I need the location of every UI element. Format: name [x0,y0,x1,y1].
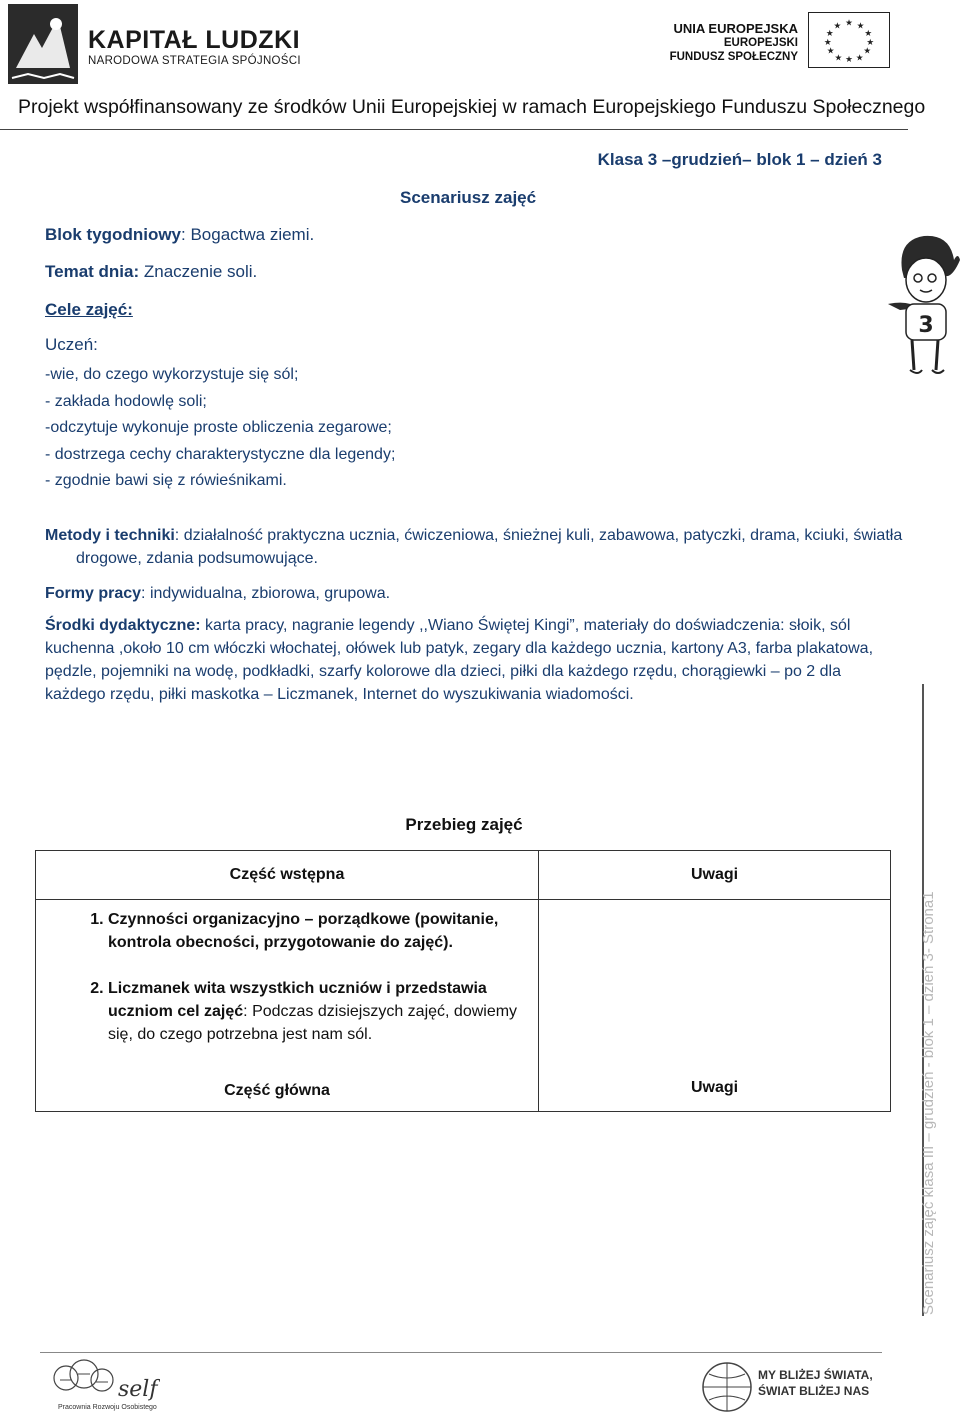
ue-line-2: EUROPEJSKI [723,37,798,49]
table-row [36,851,891,900]
self-caption: Pracownia Rozwoju Osobistego [58,1404,157,1411]
slogan [758,1367,873,1399]
methods-paragraph [45,524,916,570]
intro-heading-cell: Część wstępna [36,851,539,900]
lesson-course-heading: Przebieg zajęć [405,815,523,834]
lesson-table [35,850,891,1112]
step-2-bold: Liczmanek wita wszystkich uczniów i przedstawia uczniom cel zajęć [108,980,487,1020]
list-item: -odczytuje wykonuje proste obliczenia zegarowe; [45,419,392,436]
forms-value: : indywidualna, zbiorowa, grupowa. [141,585,391,602]
svg-text:★: ★ [855,53,864,64]
weekly-block-value: : Bogactwa ziemi. [181,225,315,244]
notes-cell [539,900,891,1112]
svg-text:★: ★ [826,46,835,57]
resources-value: karta pracy, nagranie legendy ,,Wiano Świętej Kingi”, materiały do doświadczenia: słoik, sól kuchenna ,około 10 cm włóczki włochatej, ołówek lub patyk, zegary dla każdego ucznia, kartony A3, farba plakatowa, pędzle, pojemniki na wodę, podkładki, szarfy kolorowe dla dzieci, piłki dla każdego rzędu, chorągiewki – po 2 dla każdego rzędu, piłki maskotka – Liczmanek, Internet do wyszukiwania wiadomości. [45,617,874,703]
scenario-title: Scenariusz zajęć [400,188,537,207]
svg-text:★: ★ [864,29,873,40]
list-item [108,977,518,1046]
ue-line-1: UNIA EUROPEJSKA [673,21,798,36]
footer-divider [40,1352,882,1353]
resources-paragraph [45,614,875,706]
day-topic-value: Znaczenie soli. [139,262,258,281]
step-2-rest: : Podczas dzisiejszych zajęć, dowiemy się, do czego potrzebna jest nam sól. [108,1003,518,1043]
slogan-line-1: MY BLIŻEJ ŚWIATA, [758,1368,873,1382]
globe-icon [700,1360,754,1414]
list-item: 1. Czynności organizacyjno – porządkowe (powitanie, kontrola obecności, przygotowanie do zajęć). [108,908,518,954]
table-row [36,900,891,1112]
self-logo [40,1356,160,1418]
svg-text:★: ★ [833,21,842,32]
main-heading: Część główna [224,1082,330,1099]
day-topic-label: Temat dnia: [45,262,140,281]
class-info: Klasa 3 –grudzień– blok 1 – dzień 3 [597,150,882,169]
intro-steps-list [76,908,518,1046]
goals-heading: Cele zajęć: [45,300,133,319]
svg-text:★: ★ [845,55,853,66]
slogan-line-2: ŚWIAT BLIŻEJ NAS [758,1384,870,1398]
svg-text:★: ★ [834,53,843,64]
project-cofinancing-line: Projekt współfinansowany ze środków Unii Europejskiej w ramach Europejskiego Funduszu Społecznego [18,96,926,118]
svg-text:★: ★ [866,37,875,48]
ue-label [670,22,798,64]
forms-label: Formy pracy [45,585,142,602]
list-item: - dostrzega cechy charakterystyczne dla legendy; [45,445,396,463]
methods-label: Metody i techniki [45,527,175,544]
notes-heading-cell: Uwagi [539,851,891,900]
side-page-footer: Scenariusz zajęć klasa III – grudzień - blok 1 – dzień 3- Strona1 [920,891,937,1315]
ue-line-3: FUNDUSZ SPOŁECZNY [669,51,798,63]
svg-text:★: ★ [825,29,834,40]
weekly-block-label: Blok tygodniowy [45,225,181,244]
my-blizej-swiata-logo [700,1360,880,1418]
kapital-ludzki-logo-icon [8,4,78,84]
eu-flag-icon [808,12,890,68]
notes-heading-2: Uwagi [690,1079,739,1096]
student-label: Uczeń: [45,335,98,354]
svg-text:★: ★ [845,18,853,29]
svg-text:★: ★ [863,46,872,57]
header-divider [0,129,908,130]
goals-list [45,362,395,495]
kapital-ludzki-subtitle: NARODOWA STRATEGIA SPÓJNOŚCI [88,55,301,67]
weekly-block [45,225,314,245]
svg-text:★: ★ [856,21,865,32]
svg-text:★: ★ [823,37,832,48]
mascot-number: 3 [918,313,934,338]
forms-paragraph [45,582,885,605]
day-topic [45,262,257,282]
self-brand: self [118,1377,158,1402]
intro-steps-cell [36,900,539,1112]
kapital-ludzki-title: KAPITAŁ LUDZKI [88,26,301,54]
methods-value: : działalność praktyczna ucznia, ćwiczeniowa, śnieżnej kuli, zabawowa, patyczki, drama, kciuki, światła drogowe, zdania podsumowujące. [76,527,903,567]
list-item: - zgodnie bawi się z rówieśnikami. [45,472,287,489]
mascot-illustration [888,230,960,380]
list-item: - zakłada hodowlę soli; [45,392,207,410]
self-logo-icon [40,1356,160,1404]
resources-label: Środki dydaktyczne: [45,617,201,634]
list-item: -wie, do czego wykorzystuje się sól; [45,366,299,383]
